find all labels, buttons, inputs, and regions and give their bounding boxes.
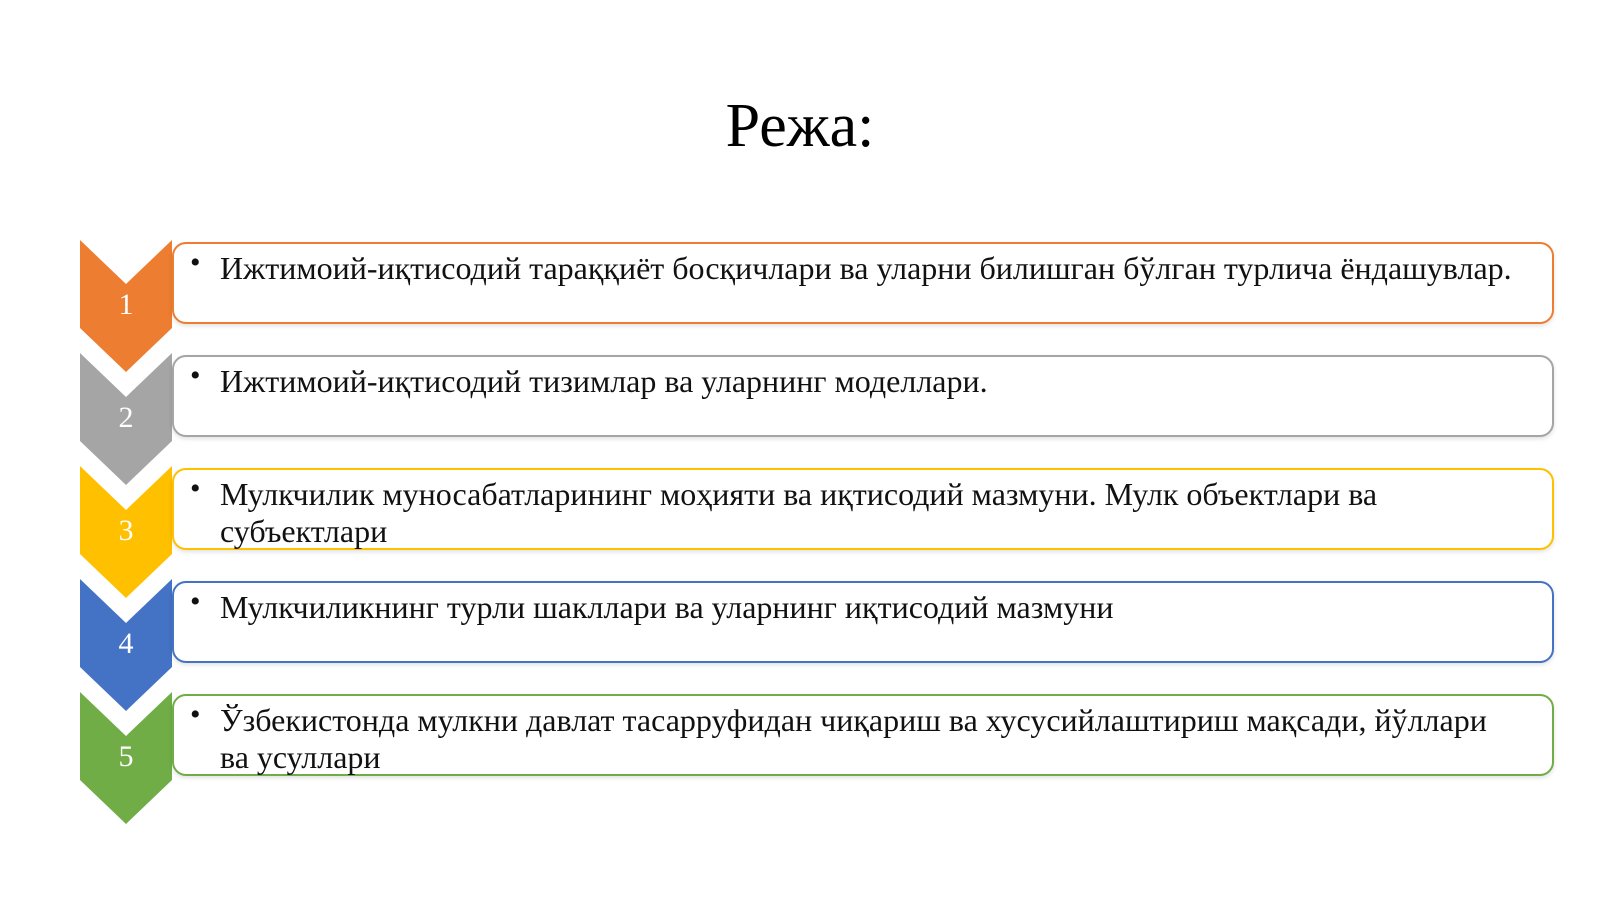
bullet-2: • — [190, 359, 201, 392]
step-text-1: Ижтимоий-иқтисодий тараққиёт босқичлари ва уларни билишган бўлган турлича ёндашувлар. — [220, 250, 1512, 286]
bullet-1: • — [190, 246, 201, 279]
step-number-1: 1 — [118, 288, 134, 321]
process-step-5 — [80, 692, 1556, 824]
step-number-3: 3 — [118, 514, 134, 547]
step-box-2 — [172, 355, 1554, 437]
step-number-2: 2 — [118, 401, 134, 434]
slide-title: Режа: — [725, 92, 875, 160]
step-text-4: Мулкчиликнинг турли шакллари ва уларнинг иқтисодий мазмуни — [220, 589, 1114, 625]
bullet-4: • — [190, 585, 201, 618]
step-box-5 — [172, 694, 1554, 776]
step-text-3: Мулкчилик муносабатларининг моҳияти ва иқтисодий мазмуни. Мулк объектлари ва субъектлари — [220, 476, 1378, 549]
step-text-5: Ўзбекистонда мулкни давлат тасарруфидан чиқариш ва хусусийлаштириш мақсади, йўллари ва усуллари — [220, 702, 1487, 775]
bullet-3: • — [190, 472, 201, 505]
step-text-2: Ижтимоий-иқтисодий тизимлар ва уларнинг моделлари. — [220, 363, 988, 399]
step-number-4: 4 — [118, 627, 134, 660]
step-box-4 — [172, 581, 1554, 663]
step-number-5: 5 — [118, 740, 134, 773]
bullet-5: • — [190, 698, 201, 731]
step-box-3 — [172, 468, 1554, 550]
step-box-1 — [172, 242, 1554, 324]
